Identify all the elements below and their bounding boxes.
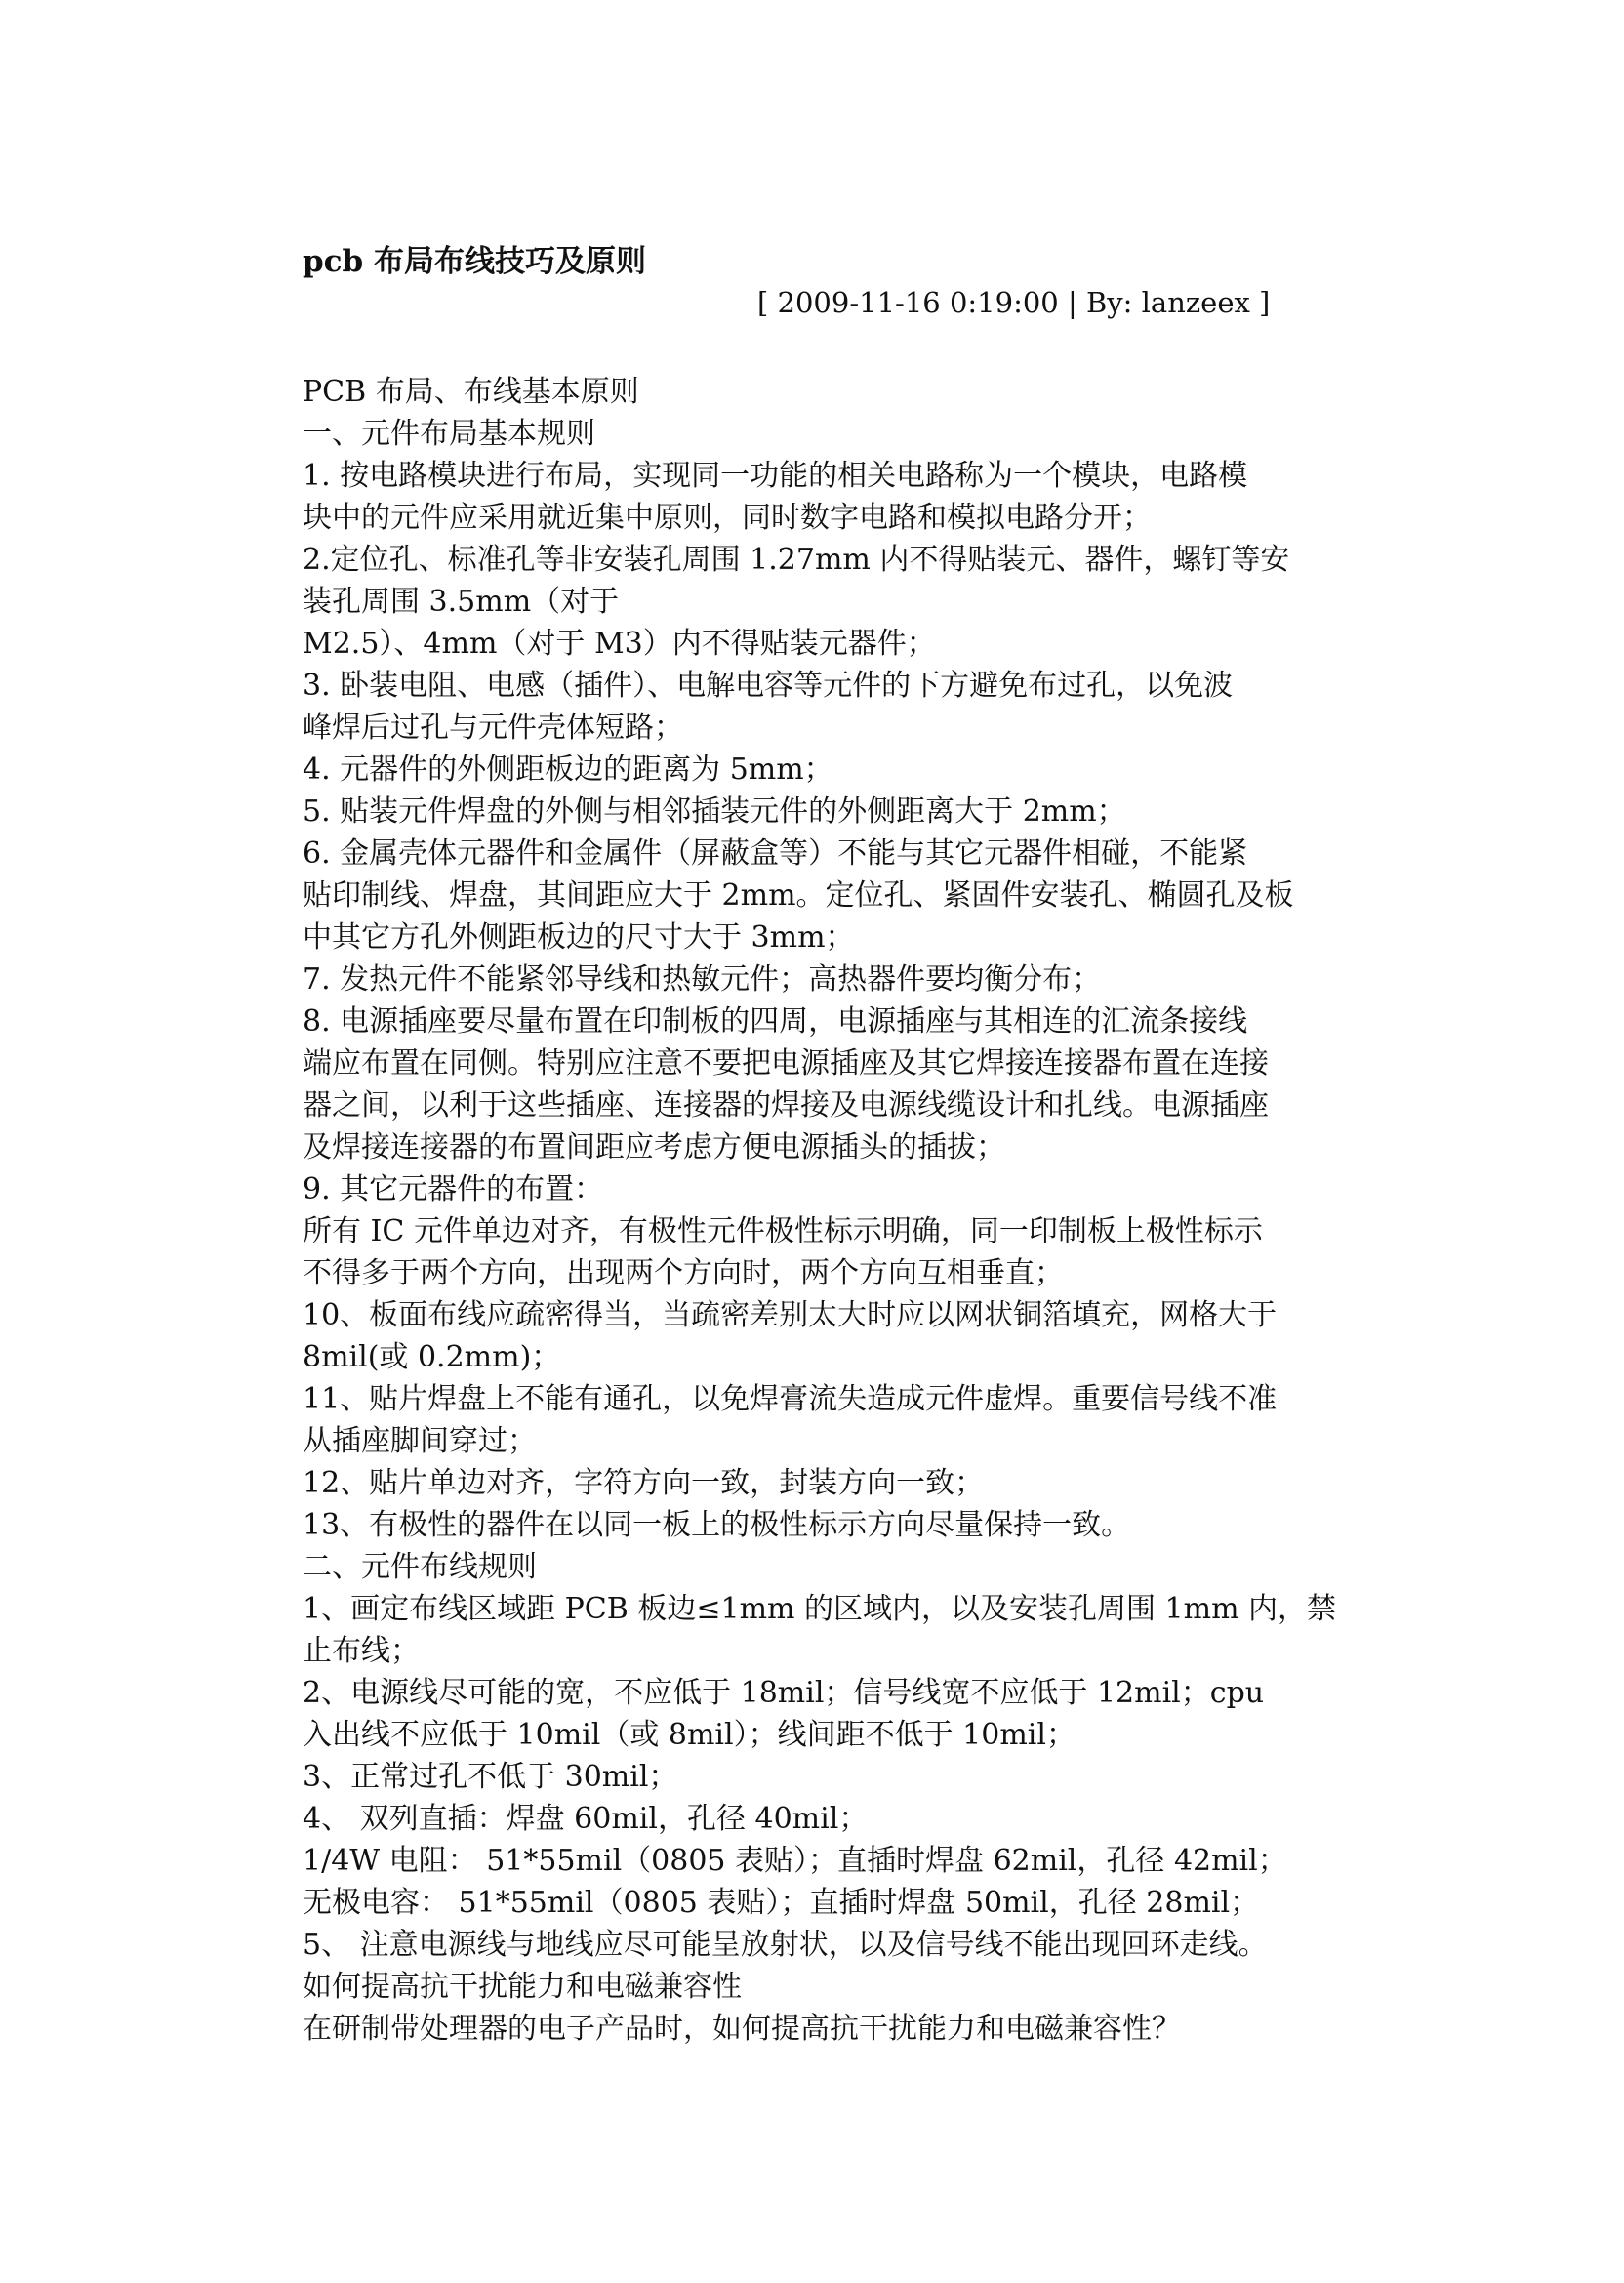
body-line: M2.5）、4mm（对于 M3）内不得贴装元器件； <box>303 627 936 661</box>
body-line: 所有 IC 元件单边对齐，有极性元件极性标示明确，同一印制板上极性标示 <box>303 1214 1263 1248</box>
body-line: 4、 双列直插：焊盘 60mil，孔径 40mil； <box>303 1802 869 1836</box>
body-line: 3、正常过孔不低于 30mil； <box>303 1760 678 1794</box>
body-line: 1、画定布线区域距 PCB 板边≤1mm 的区域内，以及安装孔周围 1mm 内，禁 <box>303 1592 1337 1626</box>
body-line: 中其它方孔外侧距板边的尺寸大于 3mm； <box>303 920 855 955</box>
body-line: 4. 元器件的外侧距板边的距离为 5mm； <box>303 753 833 787</box>
body-line: 无极电容： 51*55mil（0805 表贴）；直插时焊盘 50mil，孔径 28mil； <box>303 1886 1260 1920</box>
body-line: 9. 其它元器件的布置： <box>303 1172 604 1206</box>
body-line: 5. 贴装元件焊盘的外侧与相邻插装元件的外侧距离大于 2mm； <box>303 795 1126 829</box>
body-line: 2.定位孔、标准孔等非安装孔周围 1.27mm 内不得贴装元、器件，螺钉等安 <box>303 543 1290 577</box>
body-line: 止布线； <box>303 1634 420 1668</box>
body-line: 3. 卧装电阻、电感（插件）、电解电容等元件的下方避免布过孔，以免波 <box>303 669 1234 703</box>
body-line: 二、元件布线规则 <box>303 1550 537 1584</box>
document-body <box>303 371 1339 2050</box>
body-line: PCB 布局、布线基本原则 <box>303 375 639 409</box>
body-line: 8. 电源插座要尽量布置在印制板的四周，电源插座与其相连的汇流条接线 <box>303 1004 1248 1039</box>
body-line: 峰焊后过孔与元件壳体短路； <box>303 711 683 745</box>
body-line: 1/4W 电阻： 51*55mil（0805 表贴）；直插时焊盘 62mil，孔径 42mil； <box>303 1844 1287 1878</box>
body-line: 装孔周围 3.5mm（对于 <box>303 585 620 619</box>
body-line: 器之间，以利于这些插座、连接器的焊接及电源线缆设计和扎线。电源插座 <box>303 1088 1269 1122</box>
body-line: 10、板面布线应疏密得当，当疏密差别太大时应以网状铜箔填充，网格大于 <box>303 1298 1278 1332</box>
body-line: 块中的元件应采用就近集中原则，同时数字电路和模拟电路分开； <box>303 501 1152 535</box>
post-meta: [ 2009-11-16 0:19:00 | By: lanzeex ] <box>757 286 1271 319</box>
body-line: 不得多于两个方向，出现两个方向时，两个方向互相垂直； <box>303 1256 1064 1290</box>
body-line: 在研制带处理器的电子产品时，如何提高抗干扰能力和电磁兼容性？ <box>303 2012 1181 2046</box>
body-line: 1. 按电路模块进行布局，实现同一功能的相关电路称为一个模块，电路模 <box>303 459 1248 493</box>
body-line: 贴印制线、焊盘，其间距应大于 2mm。定位孔、紧固件安装孔、椭圆孔及板 <box>303 878 1294 913</box>
body-line: 一、元件布局基本规则 <box>303 417 595 451</box>
body-line: 8mil(或 0.2mm)； <box>303 1340 561 1374</box>
body-line: 12、贴片单边对齐，字符方向一致，封装方向一致； <box>303 1466 985 1500</box>
body-line: 及焊接连接器的布置间距应考虑方便电源插头的插拔； <box>303 1130 1005 1164</box>
body-line: 2、电源线尽可能的宽，不应低于 18mil；信号线宽不应低于 12mil；cpu <box>303 1676 1265 1710</box>
body-line: 11、贴片焊盘上不能有通孔，以免焊膏流失造成元件虚焊。重要信号线不准 <box>303 1382 1278 1416</box>
body-line: 5、 注意电源线与地线应尽可能呈放射状，以及信号线不能出现回环走线。 <box>303 1928 1268 1962</box>
body-line: 13、有极性的器件在以同一板上的极性标示方向尽量保持一致。 <box>303 1508 1131 1542</box>
body-line: 从插座脚间穿过； <box>303 1424 537 1458</box>
body-line: 端应布置在同侧。特别应注意不要把电源插座及其它焊接连接器布置在连接 <box>303 1046 1269 1080</box>
body-line: 6. 金属壳体元器件和金属件（屏蔽盒等）不能与其它元器件相碰，不能紧 <box>303 836 1248 871</box>
body-line: 7. 发热元件不能紧邻导线和热敏元件；高热器件要均衡分布； <box>303 962 1102 997</box>
body-line: 如何提高抗干扰能力和电磁兼容性 <box>303 1970 742 2004</box>
document-title: pcb 布局布线技巧及原则 <box>303 244 647 279</box>
body-line: 入出线不应低于 10mil（或 8mil）；线间距不低于 10mil； <box>303 1718 1076 1752</box>
